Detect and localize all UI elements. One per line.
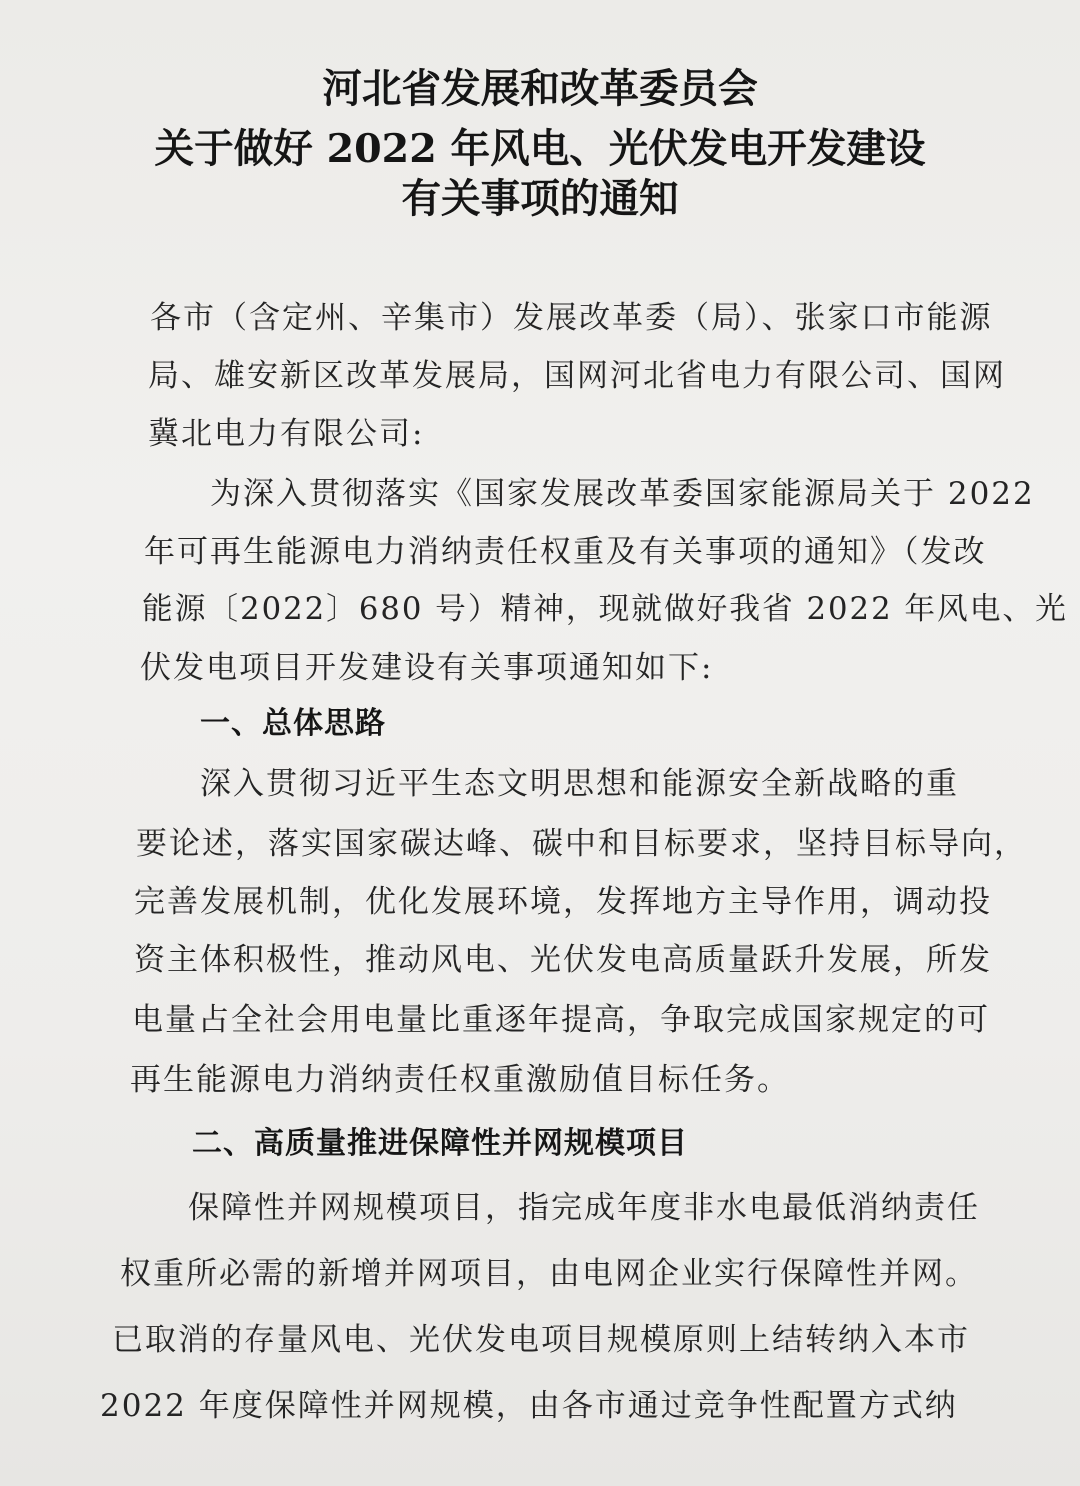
document-title-line-2: 关于做好 2022 年风电、光伏发电开发建设 (154, 126, 926, 172)
section-1-line-5: 电量占全社会用电量比重逐年提高，争取完成国家规定的可 (132, 1002, 990, 1038)
section-2-line-4: 2022 年度保障性并网规模，由各市通过竞争性配置方式纳 (100, 1388, 958, 1424)
section-1-line-1: 深入贯彻习近平生态文明思想和能源安全新战略的重 (200, 766, 959, 802)
intro-line-1: 为深入贯彻落实《国家发展改革委国家能源局关于 2022 (210, 476, 1035, 512)
section-1-heading: 一、总体思路 (200, 706, 386, 741)
section-1-line-6: 再生能源电力消纳责任权重激励值目标任务。 (130, 1062, 790, 1098)
document-title-line-3: 有关事项的通知 (401, 176, 679, 222)
addressee-line-3: 冀北电力有限公司: (148, 416, 425, 452)
section-1-line-2: 要论述，落实国家碳达峰、碳中和目标要求，坚持目标导向， (136, 826, 1027, 862)
addressee-line-2: 局、雄安新区改革发展局，国网河北省电力有限公司、国网 (148, 358, 1006, 394)
section-2-line-1: 保障性并网规模项目，指完成年度非水电最低消纳责任 (188, 1190, 980, 1226)
addressee-line-1: 各市（含定州、辛集市）发展改革委（局）、张家口市能源 (150, 300, 993, 336)
section-2-line-2: 权重所必需的新增并网项目，由电网企业实行保障性并网。 (120, 1256, 978, 1292)
section-2-heading: 二、高质量推进保障性并网规模项目 (192, 1126, 688, 1161)
intro-line-4: 伏发电项目开发建设有关事项通知如下: (140, 650, 714, 686)
intro-line-3: 能源〔2022〕680 号）精神，现就做好我省 2022 年风电、光 (142, 592, 1068, 627)
section-1-line-4: 资主体积极性，推动风电、光伏发电高质量跃升发展，所发 (134, 942, 992, 978)
section-1-line-3: 完善发展机制，优化发展环境，发挥地方主导作用，调动投 (134, 884, 992, 920)
document-title-line-1: 河北省发展和改革委员会 (322, 66, 758, 112)
intro-line-2: 年可再生能源电力消纳责任权重及有关事项的通知》（发改 (144, 534, 987, 570)
section-2-line-3: 已取消的存量风电、光伏发电项目规模原则上结转纳入本市 (112, 1322, 970, 1358)
